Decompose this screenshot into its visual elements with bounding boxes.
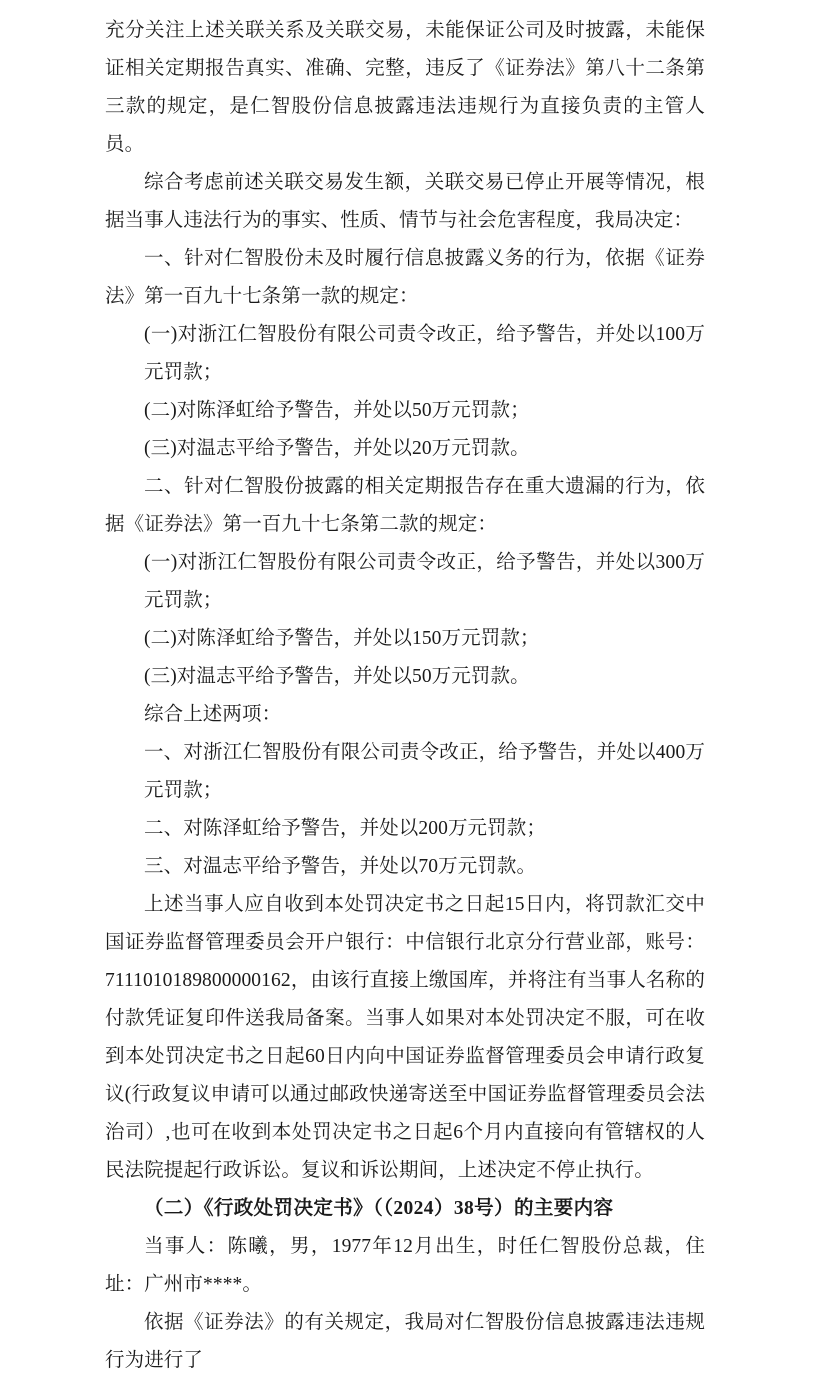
p-s1-item-3: (三)对温志平给予警告，并处以20万元罚款。 — [144, 438, 530, 459]
p-s1-item-1: (一)对浙江仁智股份有限公司责令改正，给予警告，并处以100万元罚款； — [144, 324, 705, 383]
p-s1-item-2: (二)对陈泽虹给予警告，并处以50万元罚款； — [144, 400, 530, 421]
p-heading-section-two-text: （二）《行政处罚决定书》（（2024）38号）的主要内容 — [144, 1198, 614, 1219]
p-party-info: 当事人：陈曦，男，1977年12月出生，时任仁智股份总裁，住址：广州市****。 — [105, 1236, 705, 1295]
p-section-two: 二、针对仁智股份披露的相关定期报告存在重大遗漏的行为，依据《证券法》第一百九十七条第二款的规定： — [105, 476, 705, 535]
p-heading-section-two — [105, 1190, 705, 1228]
p-s2-item-1: (一)对浙江仁智股份有限公司责令改正，给予警告，并处以300万元罚款； — [144, 552, 705, 611]
p-s2-item-2: (二)对陈泽虹给予警告，并处以150万元罚款； — [144, 628, 540, 649]
p-s2-item-3: (三)对温志平给予警告，并处以50万元罚款。 — [144, 666, 530, 687]
p-total-1: 一、对浙江仁智股份有限公司责令改正，给予警告，并处以400万元罚款； — [144, 742, 705, 801]
p-combined-intro: 综合上述两项： — [144, 704, 282, 725]
p-payment-and-appeal: 上述当事人应自收到本处罚决定书之日起15日内，将罚款汇交中国证券监督管理委员会开户银行：中信银行北京分行营业部，账号：7111010189800000162，由该行直接上缴国库，并将注有当事人名称的付款凭证复印件送我局备案。当事人如果对本处罚决定不服，可在收到本处罚决定书之日起60日内向中国证券监督管理委员会申请行政复议(行政复议申请可以通过邮政快递寄送至中国证券监督管理委员会法治司）,也可在收到本处罚决定书之日起6个月内直接向有管辖权的人民法院提起行政诉讼。复议和诉讼期间，上述决定不停止执行。 — [105, 894, 705, 1181]
p-comprehensive-consideration: 综合考虑前述关联交易发生额，关联交易已停止开展等情况，根据当事人违法行为的事实、性质、情节与社会危害程度，我局决定： — [105, 172, 705, 231]
p-total-2: 二、对陈泽虹给予警告，并处以200万元罚款； — [144, 818, 546, 839]
p-continued-duty: 充分关注上述关联关系及关联交易，未能保证公司及时披露，未能保证相关定期报告真实、准确、完整，违反了《证券法》第八十二条第三款的规定，是仁智股份信息披露违法违规行为直接负责的主管人员。 — [105, 20, 705, 155]
p-investigation-basis: 依据《证券法》的有关规定，我局对仁智股份信息披露违法违规行为进行了 — [105, 1312, 705, 1371]
document-body — [105, 12, 705, 1380]
p-section-one: 一、针对仁智股份未及时履行信息披露义务的行为，依据《证券法》第一百九十七条第一款的规定： — [105, 248, 705, 307]
p-total-3: 三、对温志平给予警告，并处以70万元罚款。 — [144, 856, 537, 877]
